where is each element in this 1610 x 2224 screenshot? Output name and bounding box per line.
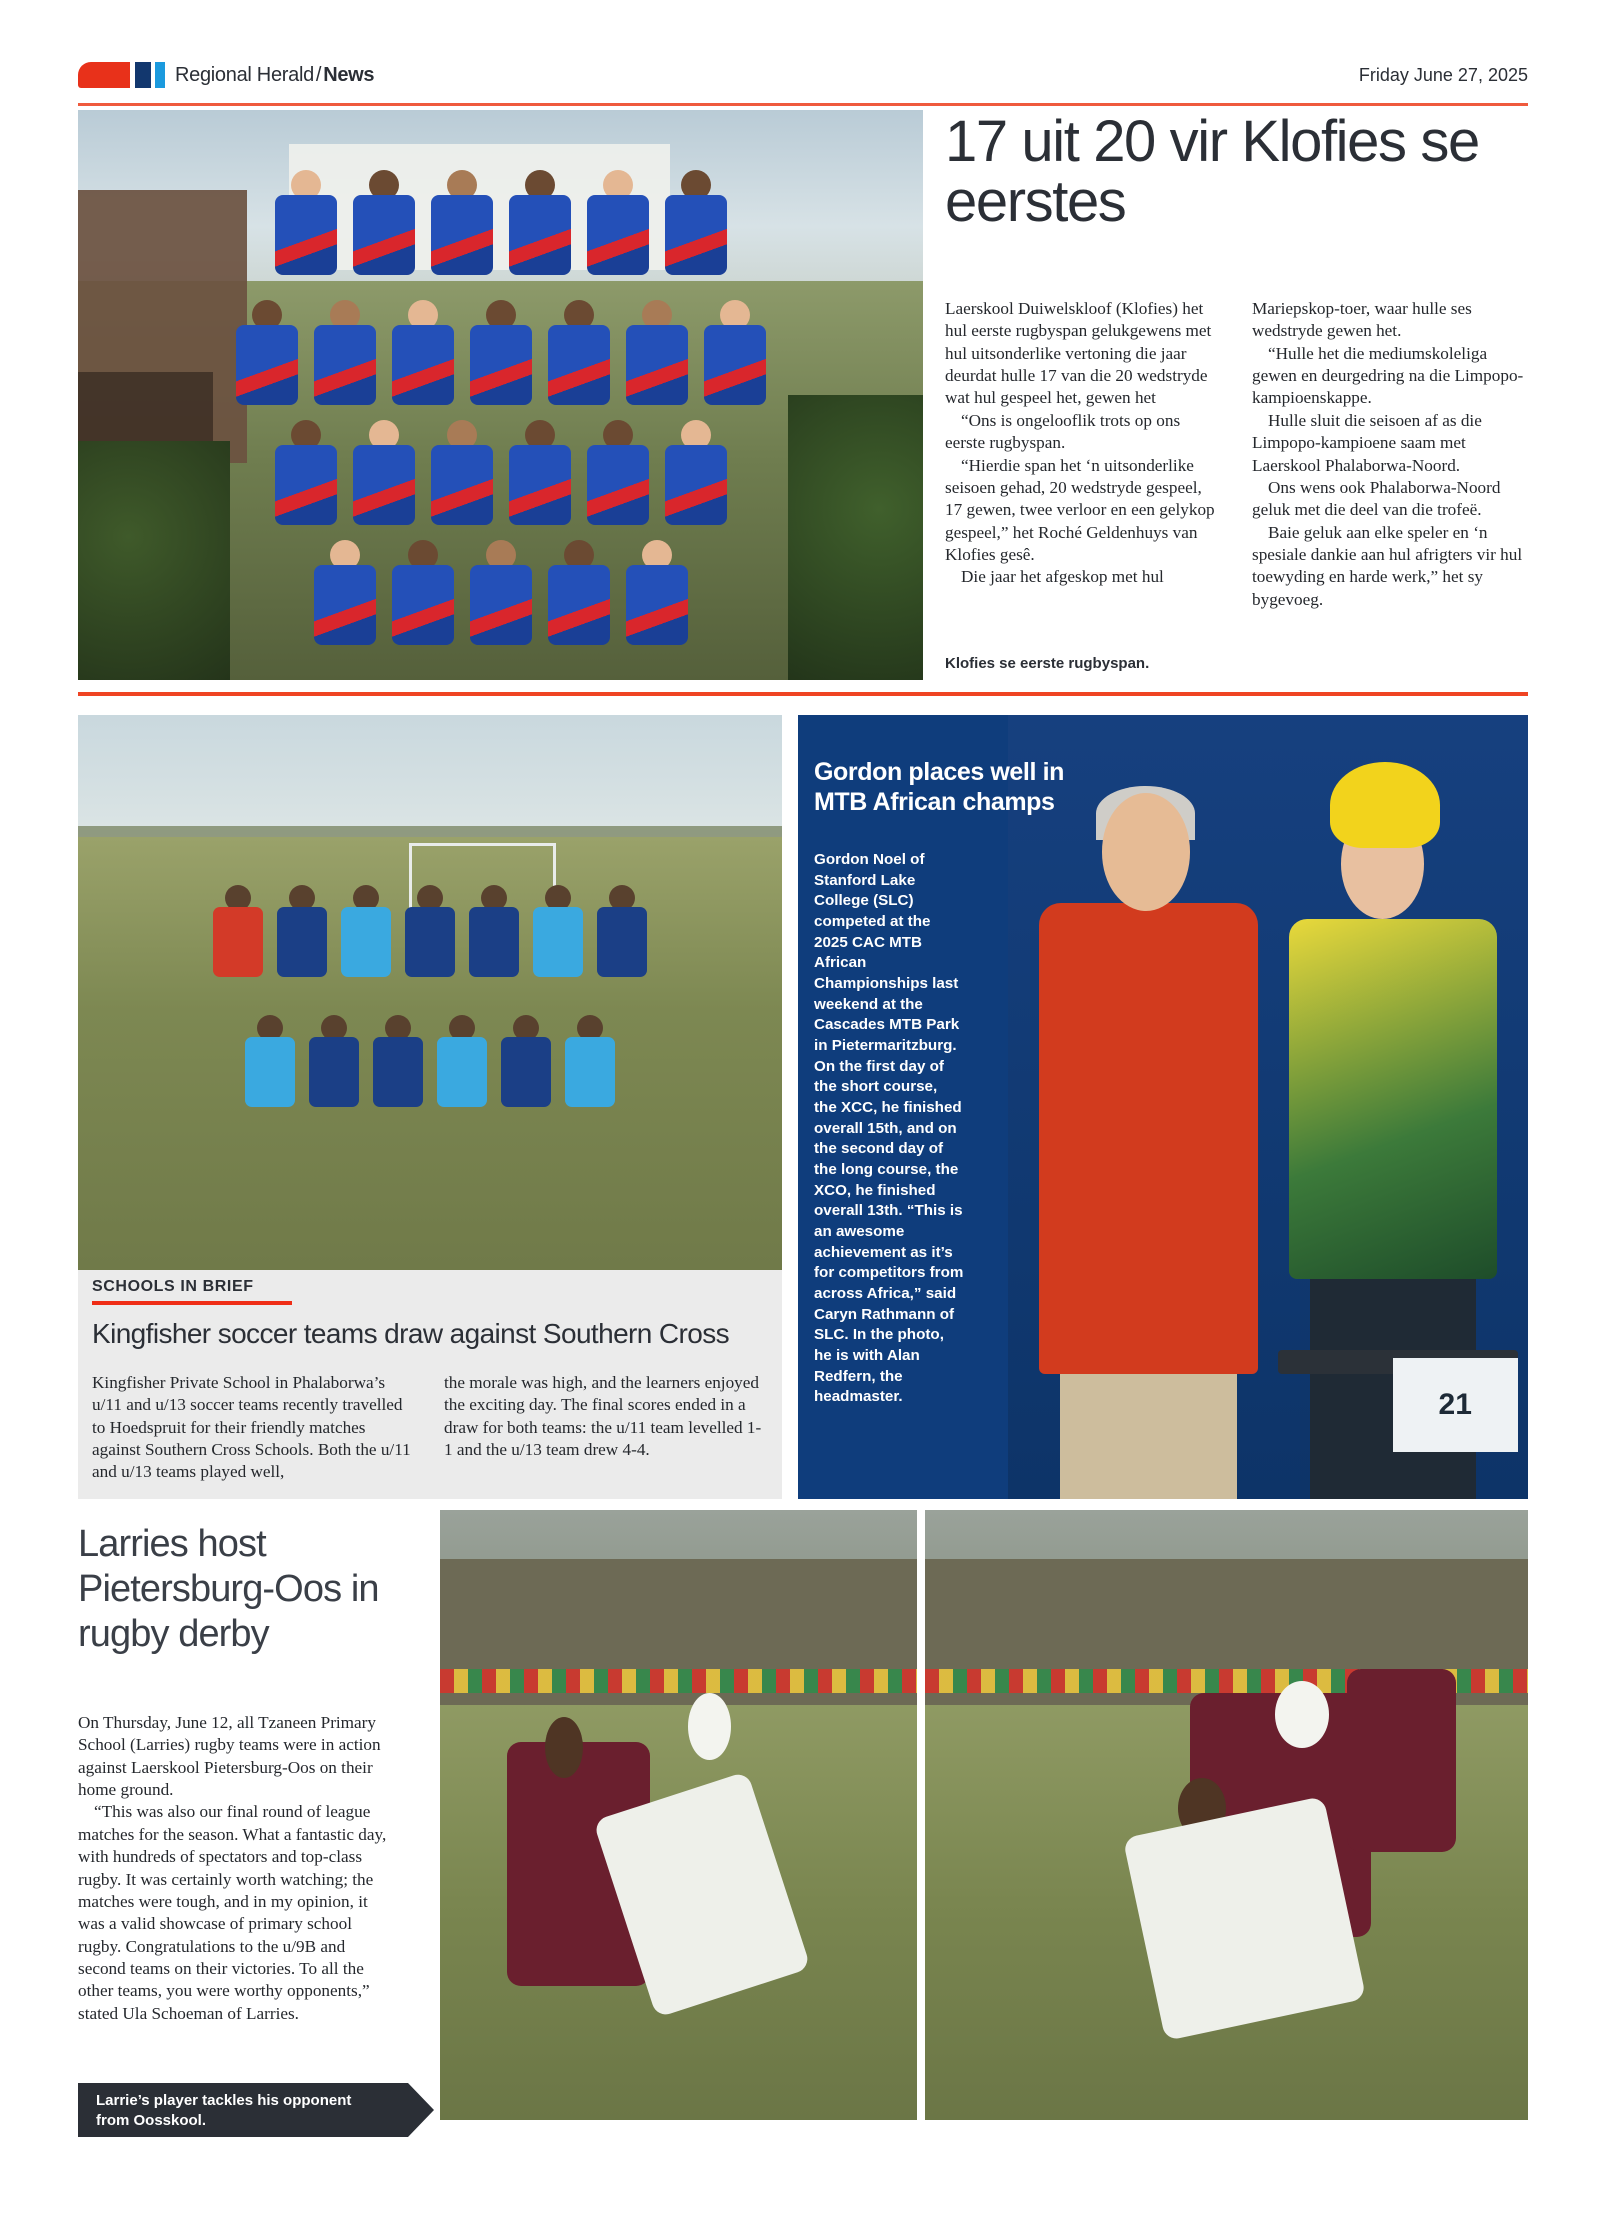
brand-section: News bbox=[323, 63, 375, 86]
issue-date: Friday June 27, 2025 bbox=[1358, 64, 1528, 85]
lead-para: Laerskool Duiwelskloof (Klofies) het hul eerste rugbyspan gelukgewens met hul uitsonderlike vertoning die jaar deurdat hulle 17 van die 20 wedstryde wat hul gespeel het, gewen het bbox=[945, 299, 1212, 408]
logo-cyan-bar bbox=[155, 62, 165, 88]
rugby-tackle-photo-left bbox=[440, 1510, 917, 2120]
kingfisher-body-columns bbox=[92, 1372, 768, 1484]
lead-para: “Ons is ongelooflik trots op ons eerste rugbyspan. bbox=[945, 410, 1181, 453]
soccer-team-photo bbox=[78, 715, 782, 1270]
rugby-tackle-photo-right bbox=[925, 1510, 1528, 2120]
masthead bbox=[78, 58, 1528, 92]
mtb-title: Gordon places well in MTB African champs bbox=[814, 758, 1064, 816]
kingfisher-para: Kingfisher Private School in Phalaborwa’s u/11 and u/13 soccer teams recently travelled to Hoedspruit for their friendly matches against Southern Cross Schools. Both the u/11 and u/13 teams played well, bbox=[92, 1373, 411, 1482]
larries-para: On Thursday, June 12, all Tzaneen Primary School (Larries) rugby teams were in action against Laerskool Pietersburg-Oos on their home ground. bbox=[78, 1713, 381, 1800]
brand-block bbox=[78, 62, 374, 88]
lead-para: Ons wens ook Phalaborwa-Noord geluk met die deel van die trofeë. bbox=[1252, 477, 1501, 520]
bib-number: 21 bbox=[1393, 1358, 1518, 1452]
lead-headline-wrap bbox=[945, 109, 1530, 235]
lead-column-2 bbox=[1252, 298, 1529, 611]
kingfisher-column-1 bbox=[92, 1372, 416, 1484]
lead-body-columns bbox=[945, 298, 1530, 611]
brand-name: Regional Herald bbox=[175, 63, 314, 86]
lead-para: Hulle sluit die seisoen af as die Limpopo-kampioene saam met Laerskool Phalaborwa-Noord. bbox=[1252, 410, 1482, 475]
logo-red-shape bbox=[78, 62, 130, 88]
larries-photo-caption: Larrie’s player tackles his opponent from Oosskool. bbox=[78, 2083, 408, 2137]
lead-para: Mariepskop-toer, waar hulle ses wedstryde gewen het. bbox=[1252, 299, 1472, 341]
kingfisher-headline: Kingfisher soccer teams draw against Southern Cross bbox=[92, 1318, 730, 1349]
lead-column-1 bbox=[945, 298, 1222, 611]
lead-para: “Hulle het die mediumskoleliga gewen en deurgedring na die Limpopo-kampioenskappe. bbox=[1252, 343, 1524, 408]
lead-para: Baie geluk aan elke speler en ‘n spesiale dankie aan hul afrigters vir hul toewyding en harde werk,” het sy bygevoeg. bbox=[1252, 522, 1523, 609]
logo-navy-bar bbox=[135, 62, 151, 88]
larries-body bbox=[78, 1712, 396, 2025]
kingfisher-para: the morale was high, and the learners enjoyed the exciting day. The final scores ended in a draw for both teams: the u/11 team levelled 1-1 and the u/13 team drew 4-4. bbox=[444, 1373, 762, 1460]
larries-headline: Larries host Pietersburg-Oos in rugby derby bbox=[78, 1523, 379, 1655]
schools-in-brief-label: SCHOOLS IN BRIEF bbox=[92, 1278, 254, 1295]
lead-photo-caption: Klofies se eerste rugbyspan. bbox=[945, 655, 1150, 672]
brand-title bbox=[175, 64, 374, 87]
lead-para: “Hierdie span het ‘n uitsonderlike seisoen gehad, 20 wedstryde gespeel, 17 gewen, twee verloor en een gelykop gespeel,” het Roché Geldenhuys van Klofies gesê. bbox=[945, 455, 1215, 564]
top-rule bbox=[78, 103, 1528, 106]
mtb-body-text: Gordon Noel of Stanford Lake College (SLC) competed at the 2025 CAC MTB African Championships last weekend at the Cascades MTB Park in Pietermaritzburg. On the first day of the short course, the XCC, he finished overall 15th, and on the second day of the long course, the XCO, he finished overall 13th. “This is an awesome achievement as it’s for competitors from across Africa,” said Caryn Rathmann of SLC. In the photo, he is with Alan Redfern, the headmaster. bbox=[814, 851, 964, 1406]
lead-headline: 17 uit 20 vir Klofies se eerstes bbox=[945, 109, 1479, 235]
kingfisher-column-2 bbox=[444, 1372, 768, 1484]
mtb-photo bbox=[1008, 715, 1528, 1499]
section-divider-rule bbox=[78, 692, 1528, 696]
lead-photo-rugby-team bbox=[78, 110, 923, 680]
lead-para: Die jaar het afgeskop met hul bbox=[961, 567, 1164, 587]
brand-separator: / bbox=[315, 63, 322, 86]
label-underline bbox=[92, 1301, 292, 1305]
larries-para: “This was also our final round of league matches for the season. What a fantastic day, with hundreds of spectators and top-class rugby. It was certainly worth watching; the matches were tough, and in my opinion, it was a valid showcase of primary school rugby. Congratulations to the u/9B and second teams on their victories. To all the other teams, you were worthy opponents,” stated Ula Schoeman of Larries. bbox=[78, 1802, 387, 2023]
schools-in-brief-label-wrap bbox=[92, 1278, 292, 1305]
